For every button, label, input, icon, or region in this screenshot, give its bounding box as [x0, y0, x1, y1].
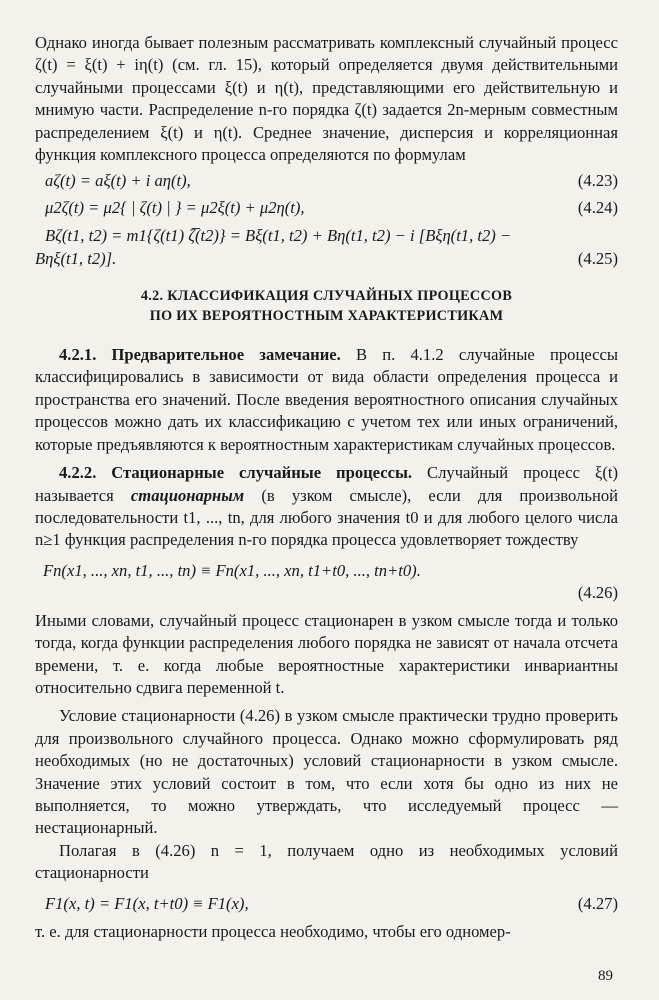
section-heading-line1: 4.2. КЛАССИФИКАЦИЯ СЛУЧАЙНЫХ ПРОЦЕССОВ [140, 288, 513, 305]
equation-4-23 [35, 170, 618, 192]
equation-4-24-number: (4.24) [577, 197, 618, 217]
subsection-text-4-2-2a: Случайный процесс ξ(t) называется [35, 463, 619, 505]
page-body [35, 32, 618, 943]
equation-4-27 [35, 893, 618, 915]
equation-4-25-number: (4.25) [577, 248, 618, 268]
paragraph-4-2-1 [35, 344, 618, 456]
equation-4-26-body: Fn(x1, ..., xn, t1, ..., tn) ≡ Fn(x1, ..., xn, t1+t0, ..., tn+t0). [43, 560, 421, 580]
page-number: 89 [598, 968, 613, 984]
equation-4-25-line1: Bζ(t1, t2) = m1{ζ(t1) ζ̅(t2)} = Bξ(t1, t2) + Bη(t1, t2) − i [Bξη(t1, t2) − [45, 226, 512, 246]
equation-4-26 [35, 560, 618, 606]
subsection-text-4-2-1: В п. 4.1.2 случайные процессы классифицировались в зависимости от вида области определения процесса и пространства его значений. После введения вероятностного описания случайных процессов можно дать их классификацию с учетом тех или иных ограничений, которые предъявляются к вероятностным характеристикам случайных процессов. [35, 345, 618, 454]
equation-4-24 [35, 197, 618, 219]
equation-4-23-number: (4.23) [577, 171, 618, 191]
equation-4-27-body: F1(x, t) = F1(x, t+t0) ≡ F1(x), [45, 893, 249, 913]
equation-4-23-body: aζ(t) = aξ(t) + i aη(t), [45, 171, 191, 191]
paragraph-in-other-words: Иными словами, случайный процесс стационарен в узком смысле тогда и только тогда, когда функции распределения любого порядка не зависят от начала отсчета времени, т. е. когда любые вероятностные характеристики инвариантны относительно сдвига переменной t. [35, 610, 618, 697]
paragraph-stationarity-condition: Условие стационарности (4.26) в узком смысле практически трудно проверить для произвольного случайного процесса. Однако можно сформулировать ряд необходимых (но не достаточных) условий стационарности в узком смысле. Значение этих условий состоит в том, что если хотя бы одно из них не выполняется, то можно утверждать, что исследуемый процесс — нестационарный. [35, 706, 618, 838]
equation-4-25-line2 [35, 248, 618, 270]
subsection-text-4-2-2b: (в узком смысле), если для произвольной последовательности t1, ..., tn, для любого значения t0 и для любого целого числа n≥1 функция распределения n-го порядка процесса удовлетворяет тождеству [35, 485, 619, 550]
subsection-title-4-2-1: 4.2.1. Предварительное замечание. [59, 345, 341, 365]
equation-4-24-body: μ2ζ(t) = μ2{ | ζ(t) | } = μ2ξ(t) + μ2η(t), [45, 197, 305, 217]
paragraph-4-2-2 [35, 462, 618, 552]
paragraph-complex-process: Однако иногда бывает полезным рассматривать комплексный случайный процесс ζ(t) = ξ(t) + iη(t) (см. гл. 15), который определяется двумя действительными случайными процессами ξ(t) и η(t), представляющими его действительную и мнимую части. Распределение n-го порядка ζ(t) задается 2n-мерным совместным распределением ξ(t) и η(t). Среднее значение, дисперсия и корреляционная функция комплексного процесса определяются по формулам [35, 33, 618, 165]
equation-4-25 [35, 225, 618, 270]
subsection-title-4-2-2: 4.2.2. Стационарные случайные процессы. [59, 463, 413, 483]
equation-4-25-line2-text: Bηξ(t1, t2)]. [35, 248, 117, 268]
equation-4-26-number: (4.26) [577, 582, 618, 602]
term-stationary: стационарным [130, 485, 245, 505]
paragraph-last-line: т. е. для стационарности процесса необходимо, чтобы его одномер- [35, 922, 511, 941]
equation-4-27-number: (4.27) [577, 893, 618, 913]
section-heading-line2: ПО ИХ ВЕРОЯТНОСТНЫМ ХАРАКТЕРИСТИКАМ [149, 308, 504, 325]
paragraph-setting-n1: Полагая в (4.26) n = 1, получаем одно из необходимых условий стационарности [35, 840, 618, 883]
section-heading [35, 286, 618, 326]
